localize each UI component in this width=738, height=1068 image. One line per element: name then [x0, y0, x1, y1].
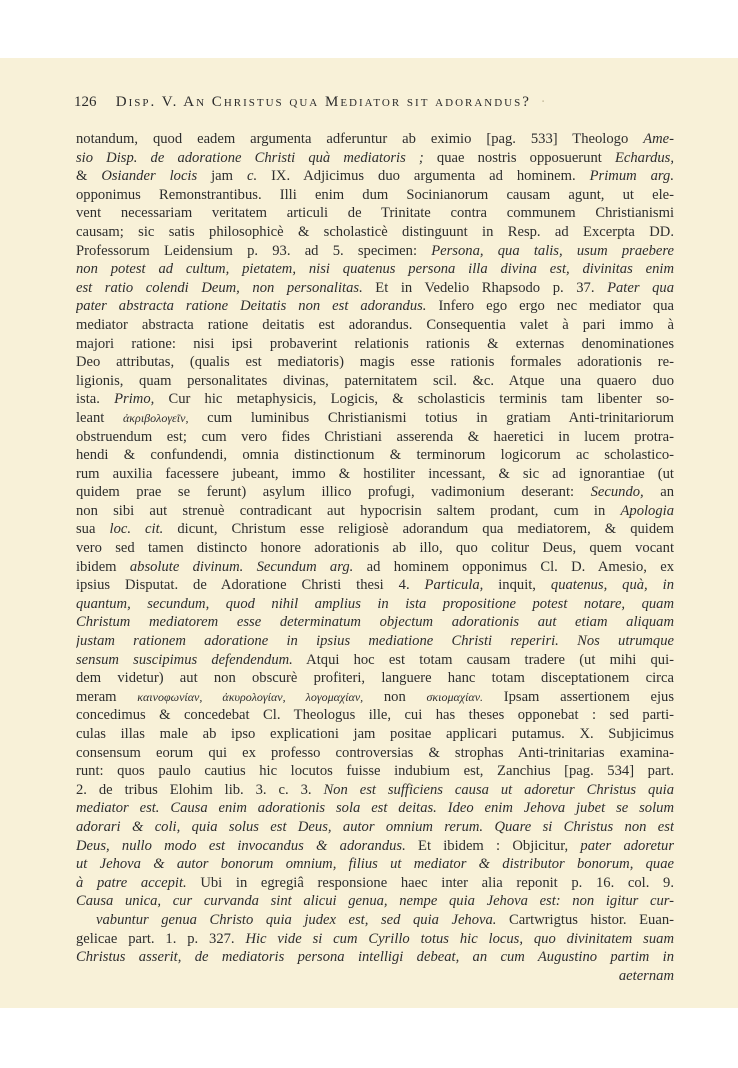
italic-text: c. [246, 168, 258, 185]
text-line [76, 483, 674, 502]
text-line [76, 297, 674, 316]
italic-text: quatenus, quà, in [550, 577, 674, 594]
header-mark: · [540, 94, 546, 110]
book-page [0, 58, 738, 1008]
italic-text: pater adoretur [580, 837, 674, 854]
text-line [76, 669, 674, 688]
text-line [76, 595, 674, 614]
italic-text: quantum, secundum, quod nihil amplius in ista propositione potest notare, quam [76, 595, 674, 612]
text-span: Professorum Leidensium p. 93. ad 5. specimen: [76, 242, 432, 259]
text-line [76, 186, 674, 205]
text-line [76, 539, 674, 558]
italic-text: Non est sufficiens causa ut adoretur Christus quia [323, 781, 674, 798]
text-line [76, 837, 674, 856]
text-span: runt: quos paulo cautius hic locutos fuisse indubium est, Zanchius [pag. 534] part. [76, 763, 674, 780]
text-span: obstruendum est; cum vero fides Christiani asserenda & haeretici in lucem protra- [76, 428, 674, 445]
running-title: Disp. V. An Christus qua Mediator sit adorandus? [115, 94, 531, 110]
italic-text: absolute divinum. Secundum arg. [129, 558, 354, 575]
text-span: dicunt, Christum esse religiosè adorandum qua mediatorem, & quidem [163, 521, 674, 538]
text-line [76, 892, 674, 911]
text-span: meram [76, 688, 138, 705]
italic-text: vabuntur genua Christo quia judex est, sed quia Jehova. [96, 911, 497, 928]
text-line [76, 223, 674, 242]
text-line [76, 428, 674, 447]
text-line [76, 930, 674, 949]
text-span: rum auxilia facessere jubeant, immo & hostiliter incessant, & sic ad ignorantiae (ut [76, 465, 674, 482]
italic-text: Osiander locis [101, 168, 198, 185]
italic-text: Particula, [424, 577, 484, 594]
italic-text: non potest ad cultum, pietatem, nisi quatenus persona illa divina est, divinitas enim [76, 261, 674, 278]
text-span: Infero ego ergo nec mediator qua [426, 298, 674, 315]
greek-text: ἀκριβολογεῖν, [123, 410, 189, 425]
text-span: Ubi in egregiâ responsione haec inter alia reponit p. 16. col. 9. [186, 874, 674, 891]
italic-text: Causa unica, cur curvanda sint alicui genua, nempe quia Jehova est: non igitur cur- [76, 893, 674, 910]
text-span: dem videtur) aut non obscurè profiteri, languere hanc totam disceptationem circa [76, 670, 674, 687]
text-line [76, 911, 674, 930]
text-span: hendi & confundendi, omnia distinctionum & terminorum logicorum ac scholastico- [76, 447, 674, 464]
text-span: mediator abstracta ratione deitatis est adorandus. Consequentia valet à pari immo à [76, 316, 674, 333]
text-line [76, 149, 674, 168]
text-line [76, 948, 674, 967]
italic-text: sensum suscipimus defendendum. [76, 651, 293, 668]
italic-text: Secundo, [590, 484, 644, 501]
text-span: opponimus Remonstrantibus. Illi enim dum Socinianorum causam agunt, ut ele- [76, 186, 674, 203]
text-line [76, 335, 674, 354]
text-line [76, 204, 674, 223]
italic-text: Apologia [620, 502, 674, 519]
text-line [76, 502, 674, 521]
italic-text: Pater qua [607, 279, 674, 296]
text-line [76, 967, 674, 986]
text-span: IX. Adjicimus duo argumenta ad hominem. [257, 168, 590, 185]
greek-text: σκιομαχίαν. [426, 689, 484, 704]
italic-text: est ratio colendi Deum, non personalitas. [76, 279, 363, 296]
text-line [76, 130, 674, 149]
text-span: non [363, 688, 427, 705]
text-span: culas illas male ab ipso explicationi jam positae applicari putamus. X. Subjicimus [76, 726, 674, 742]
text-line [76, 762, 674, 781]
text-span: Deo attributas, (qualis est mediatoris) magis esse rationis formales adorationis re- [76, 354, 674, 371]
italic-text: Ame- [643, 131, 674, 147]
text-line [76, 613, 674, 632]
text-line [76, 390, 674, 409]
italic-text: Hic vide si cum Cyrillo totus hic locus, quo divinitatem suam [245, 930, 674, 947]
text-span: notandum, quod eadem argumenta adferuntur ab eximio [pag. 533] Theologo [76, 131, 644, 147]
text-span: consensum eorum qui ex professo controversias & strophas Anti-trinitarias examina- [76, 744, 674, 761]
text-line [76, 316, 674, 335]
text-span: Et in Vedelio Rhapsodo p. 37. [362, 279, 608, 296]
text-span: Cartwrigtus histor. Euan- [496, 911, 674, 928]
text-span: leant [76, 409, 123, 426]
text-span: vent necessariam veritatem articuli de Trinitate contra communem Christianismi [76, 205, 674, 222]
text-span: & [76, 168, 102, 185]
text-line [76, 855, 674, 874]
text-span: sua [76, 521, 110, 538]
italic-text: loc. cit. [109, 521, 164, 538]
italic-text: justam rationem adoratione in ipsius mediatione Christi reperiri. Nos utrumque [76, 633, 674, 650]
text-span: inquit, [483, 577, 551, 594]
italic-text: à patre accepit. [76, 874, 187, 891]
text-span: Cur hic metaphysicis, Logicis, & scholasticis terminis tam libenter so- [154, 391, 674, 408]
text-line [76, 279, 674, 298]
italic-text: Christus asserit, de mediatoris persona intelligi debeat, an cum Augustino partim in [76, 949, 674, 966]
greek-text: καινοφωνίαν, ἀκυρολογίαν, λογομαχίαν, [137, 689, 364, 704]
text-span: ibidem [76, 558, 130, 575]
text-line [76, 446, 674, 465]
italic-text: Echardus, [614, 149, 674, 166]
text-span: causam; sic satis philosophicè & scholasticè distinguunt in Resp. ad Excerpta DD. [76, 223, 674, 240]
italic-text: Primo, [114, 391, 155, 408]
text-line [76, 576, 674, 595]
text-span: quae nostris opposuerunt [423, 149, 615, 166]
page-number: 126 [74, 94, 97, 110]
text-span: Et ibidem : Objicitur, [405, 837, 581, 854]
text-line [76, 242, 674, 261]
italic-text: aeternam [618, 967, 674, 984]
italic-text: Christum mediatorem esse determinatum objectum adorationis aut etiam aliquam [76, 614, 674, 631]
text-span: Ipsam assertionem ejus [483, 688, 674, 705]
text-line [76, 744, 674, 763]
text-line [76, 725, 674, 744]
text-span: quidem prae se ferunt) asylum illico profugi, vadimonium deserant: [76, 484, 591, 501]
text-span: ligionis, quam personalitates divinas, paternitatem scil. &c. Atque una quaero duo [76, 372, 674, 389]
text-span: 2. de tribus Elohim lib. 3. c. 3. [76, 781, 324, 798]
italic-text: ut Jehova & autor bonorum omnium, filius ut mediator & distributor bonorum, quae [76, 856, 674, 873]
italic-text: pater abstracta ratione Deitatis non est adorandus. [76, 298, 427, 315]
text-line [76, 558, 674, 577]
italic-text: mediator est. Causa enim adorationis sola est deitas. Ideo enim Jehova jubet se solum [76, 800, 674, 817]
text-span: majori ratione: nisi ipsi probaverint relationis rationis & externas denominationes [76, 335, 674, 352]
page-header [74, 94, 644, 111]
text-span: ipsius Disputat. de Adoratione Christi thesi 4. [76, 577, 425, 594]
body-text [76, 130, 674, 985]
text-span: non sibi aut strenuè contradicant aut hypocrisin saltem prodant, cum in [76, 502, 621, 519]
text-line [76, 818, 674, 837]
text-line [76, 651, 674, 670]
text-line [76, 353, 674, 372]
text-line [76, 688, 674, 707]
text-span: an [643, 484, 674, 501]
italic-text: adorari & coli, quia solus est Deus, autor omnium rerum. Quare si Christus non est [76, 818, 674, 835]
text-span: Atqui hoc est totam causam tradere (ut mihi qui- [292, 651, 674, 668]
text-line [76, 260, 674, 279]
text-span: cum luminibus Christianismi totius in gratiam Anti-trinitariorum [188, 409, 674, 426]
text-line [76, 409, 674, 428]
italic-text: Deus, nullo modo est invocandus & adorandus. [76, 837, 406, 854]
text-line [76, 706, 674, 725]
text-line [76, 465, 674, 484]
italic-text: sio Disp. de adoratione Christi quà mediatoris ; [76, 149, 424, 166]
text-span: vero sed tamen distincto honore adorationis ab illo, quo colitur Deus, quem vocant [76, 540, 674, 557]
text-span: gelicae part. 1. p. 327. [76, 930, 246, 947]
text-span: jam [197, 168, 247, 185]
text-line [76, 167, 674, 186]
text-span: ad hominem opponimus Cl. D. Amesio, ex [353, 558, 674, 575]
text-line [76, 781, 674, 800]
text-line [76, 874, 674, 893]
italic-text: Primum arg. [589, 168, 674, 185]
text-line [76, 632, 674, 651]
italic-text: Persona, qua talis, usum praebere [431, 242, 674, 259]
text-line [76, 372, 674, 391]
text-span: ista. [76, 391, 115, 408]
text-line [76, 520, 674, 539]
text-span: concedimus & concedebat Cl. Theologus ille, cui has theses opponebat : sed parti- [76, 707, 674, 724]
text-line [76, 799, 674, 818]
